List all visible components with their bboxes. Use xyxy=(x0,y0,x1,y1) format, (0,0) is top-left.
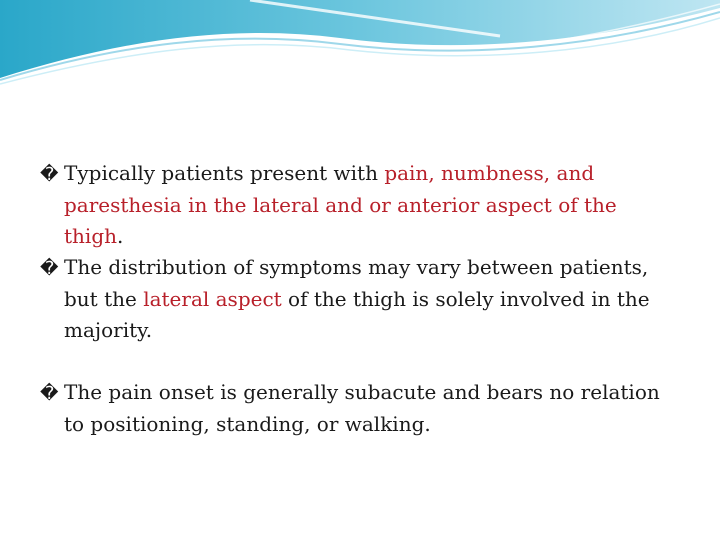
bullet-text: Typically patients present with xyxy=(64,161,385,185)
bullet-text: of the thigh is solely involved in the majority. xyxy=(64,287,650,342)
bullet-text: The distribution of symptoms may vary between patients, but the xyxy=(64,255,649,311)
bullet-text: The pain onset is generally subacute and bears no relation to positioning, standing, or walking. xyxy=(64,380,660,436)
bullet-marker: � xyxy=(40,164,59,185)
highlighted-text: pain, numbness, and paresthesia in the lateral and or anterior aspect of the thigh xyxy=(64,161,617,248)
bullet-marker: � xyxy=(40,383,59,404)
bullet-item xyxy=(40,252,680,346)
highlighted-text: lateral aspect xyxy=(143,287,282,311)
bullet-list xyxy=(40,158,680,440)
bullet-item xyxy=(40,377,680,440)
bullet-text: . xyxy=(117,224,124,248)
bullet-item xyxy=(40,158,680,252)
bullet-marker: � xyxy=(40,258,59,279)
header-wave-decoration xyxy=(0,0,720,90)
